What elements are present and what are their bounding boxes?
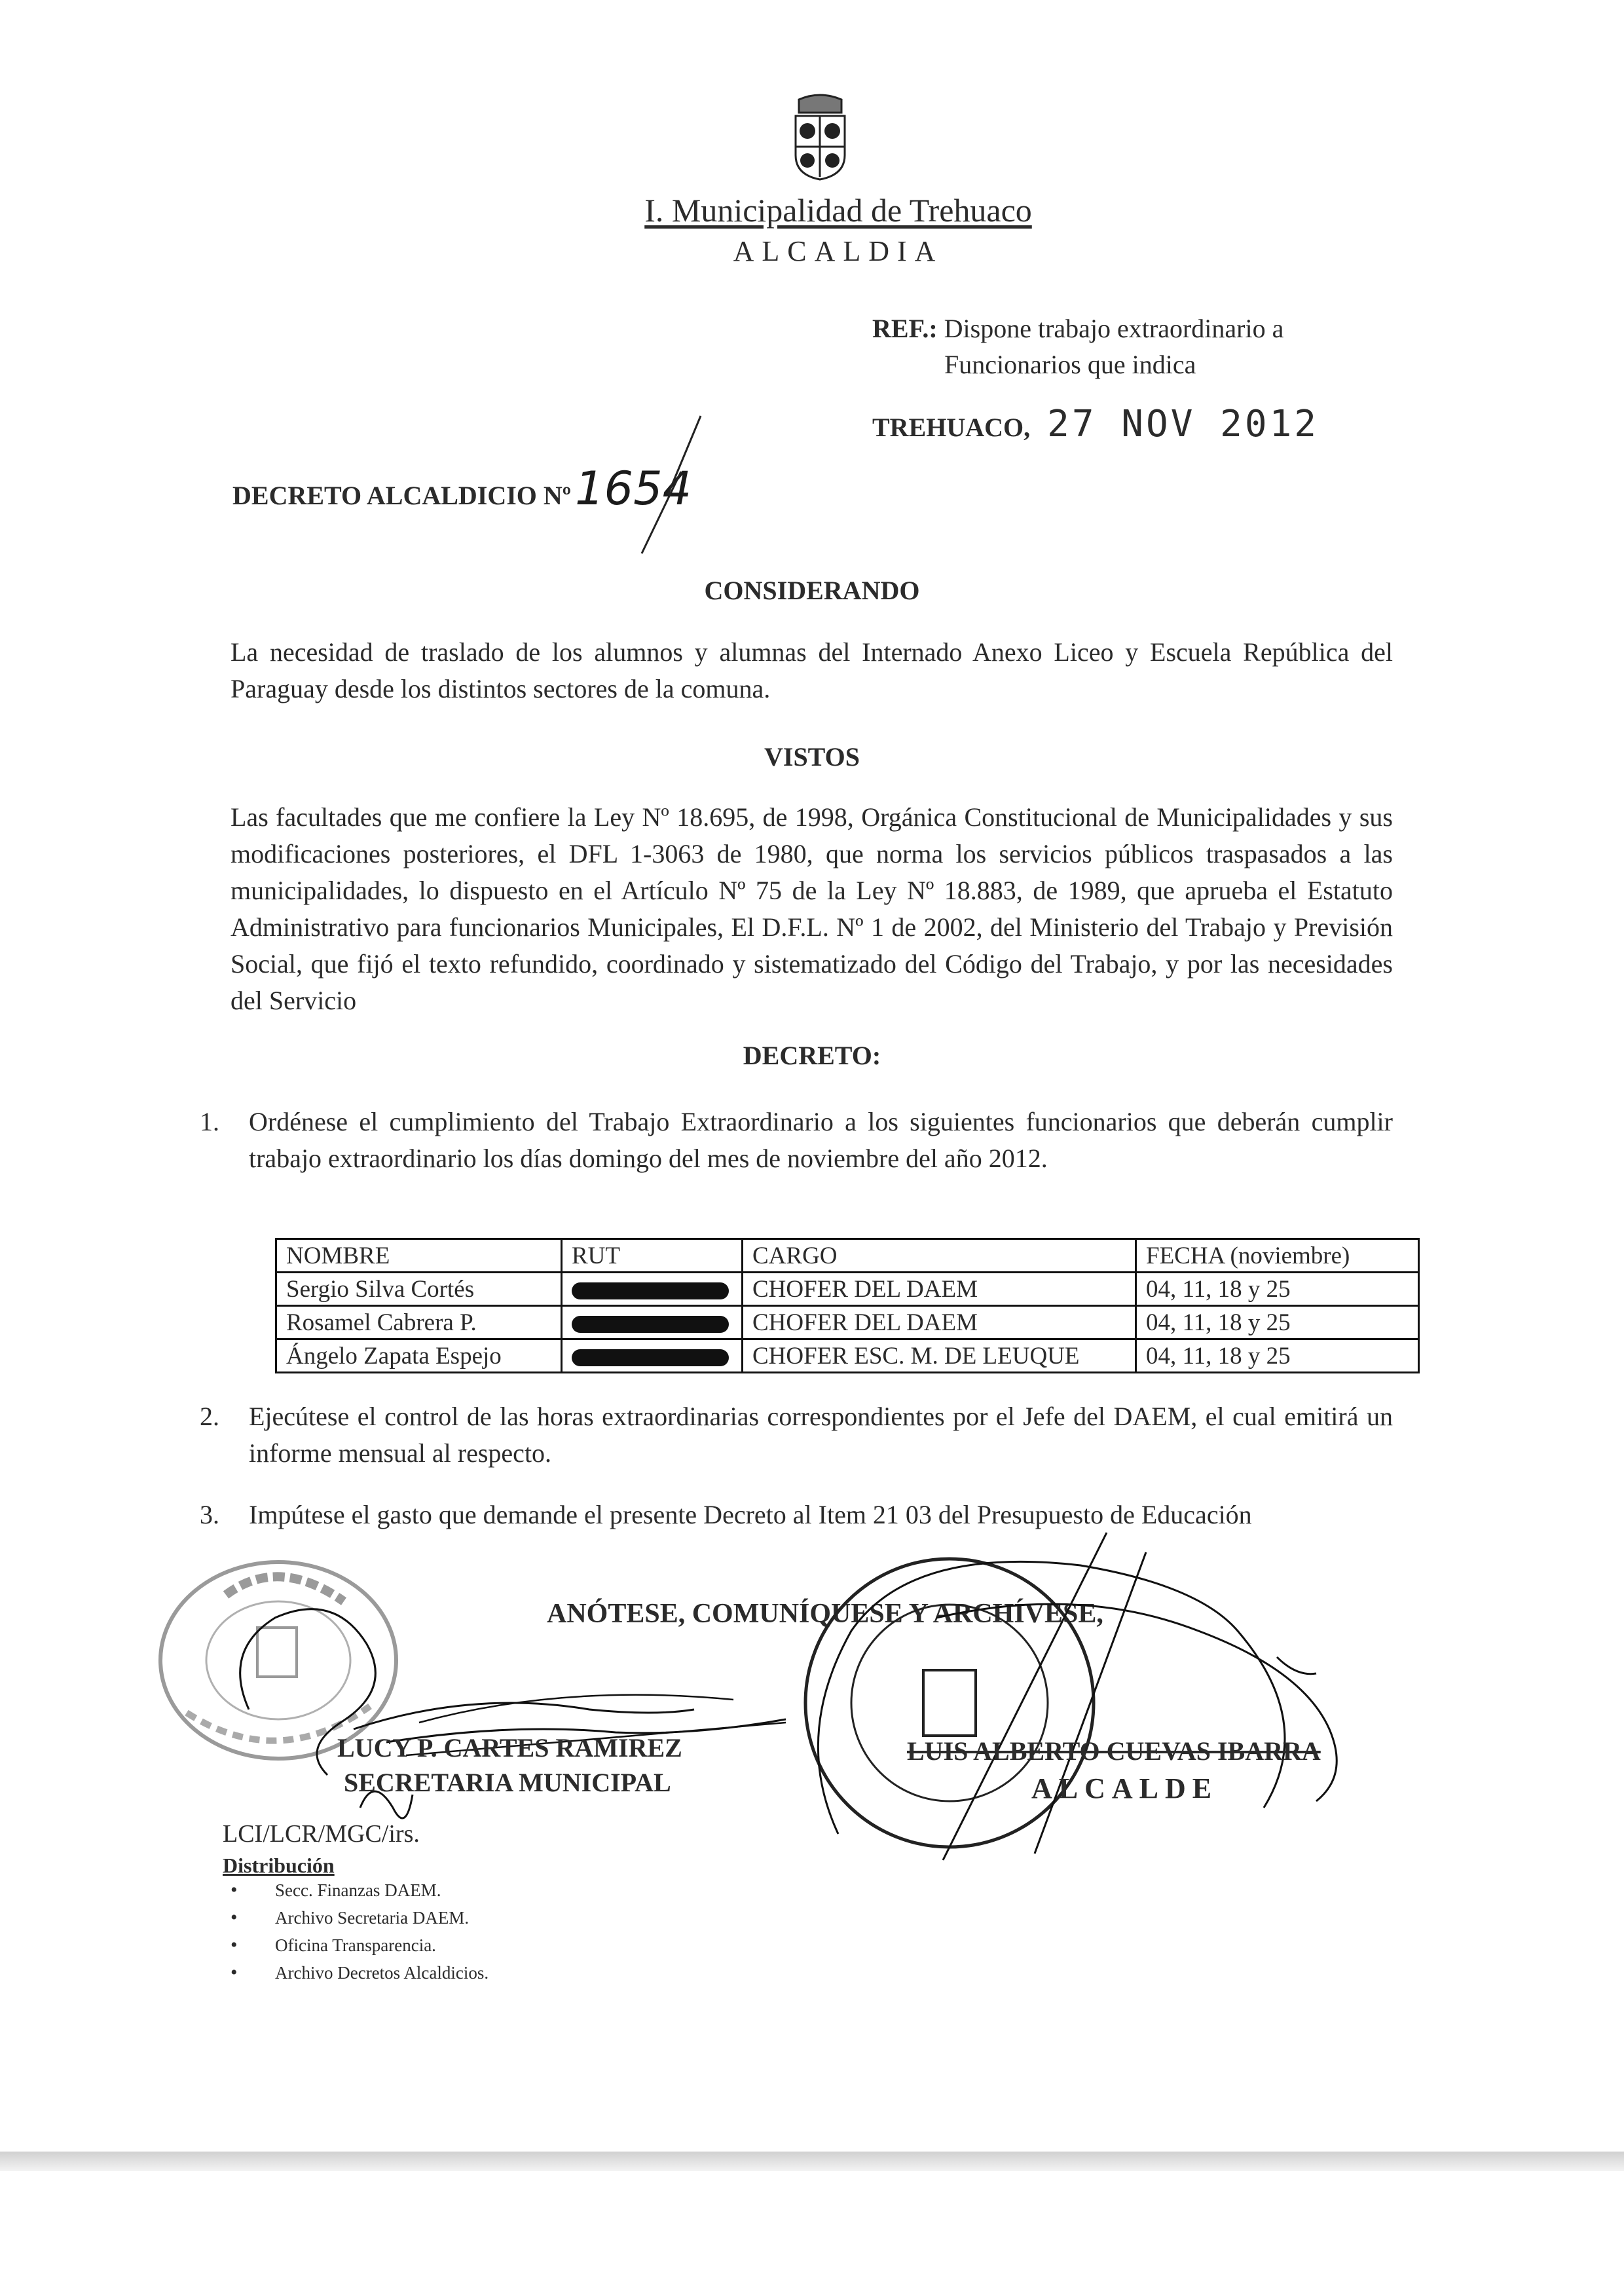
reference-block [872, 310, 1283, 382]
distribution-label: Distribución [223, 1854, 335, 1877]
cell-cargo: CHOFER ESC. M. DE LEUQUE [743, 1339, 1136, 1373]
scan-edge-band [0, 2152, 1624, 2171]
col-header-rut: RUT [562, 1239, 743, 1273]
cell-fecha: 04, 11, 18 y 25 [1136, 1273, 1419, 1306]
ref-line-2: Funcionarios que indica [944, 350, 1196, 379]
distribution-list [275, 1876, 489, 1987]
cell-rut-redacted [562, 1306, 743, 1339]
decreto-heading: DECRETO: [743, 1041, 881, 1070]
table-row [276, 1339, 1419, 1373]
item-number: 1. [200, 1107, 219, 1136]
vistos-heading: VISTOS [764, 742, 860, 772]
col-header-nombre: NOMBRE [276, 1239, 562, 1273]
item-number: 2. [200, 1402, 219, 1431]
cell-nombre: Ángelo Zapata Espejo [276, 1339, 562, 1373]
cell-nombre: Rosamel Cabrera P. [276, 1306, 562, 1339]
municipality-name: I. Municipalidad de Trehuaco [644, 192, 1032, 229]
decree-item-1 [200, 1104, 1393, 1177]
item-text: Ordénese el cumplimiento del Trabajo Extraordinario a los siguientes funcionarios que deberán cumplir trabajo extraordinario los días domingo del mes de noviembre del año 2012. [249, 1107, 1393, 1173]
mayor-title: ALCALDE [1031, 1772, 1219, 1804]
table-header-row [276, 1239, 1419, 1273]
item-text: Ejecútese el control de las horas extraordinarias correspondientes por el Jefe del DAEM, el cual emitirá un informe mensual al respecto. [249, 1402, 1393, 1468]
item-text: Impútese el gasto que demande el presente Decreto al Item 21 03 del Presupuesto de Educación [249, 1500, 1252, 1529]
handwritten-slash-mark [629, 413, 714, 557]
secretary-title: SECRETARIA MUNICIPAL [344, 1768, 671, 1797]
list-item: • Secc. Finanzas DAEM. [275, 1876, 489, 1904]
mayor-stamp-signature [740, 1526, 1395, 1893]
decree-number: 1654 [575, 462, 692, 515]
office-name: ALCALDIA [733, 235, 944, 267]
date-place: TREHUACO, [872, 413, 1031, 442]
ref-line-1: Dispone trabajo extraordinario a [944, 314, 1284, 343]
mayor-name: LUIS ALBERTO CUEVAS IBARRA [907, 1736, 1321, 1766]
decree-label: DECRETO ALCALDICIO Nº [232, 481, 572, 510]
considerando-text: La necesidad de traslado de los alumnos y alumnas del Internado Anexo Liceo y Escuela República del Paraguay desde los distintos sectores de la comuna. [231, 637, 1393, 703]
cell-fecha: 04, 11, 18 y 25 [1136, 1339, 1419, 1373]
item-number: 3. [200, 1500, 219, 1529]
redaction-bar [572, 1316, 729, 1333]
col-header-fecha: FECHA (noviembre) [1136, 1239, 1419, 1273]
col-header-cargo: CARGO [743, 1239, 1136, 1273]
secretary-name: LUCY P. CARTES RAMIREZ [337, 1733, 682, 1763]
redaction-bar [572, 1282, 729, 1299]
staff-table [275, 1238, 1420, 1373]
considerando-heading: CONSIDERANDO [704, 576, 920, 605]
list-item: • Archivo Decretos Alcaldicios. [275, 1959, 489, 1987]
table-row [276, 1273, 1419, 1306]
vistos-text: Las facultades que me confiere la Ley Nº 18.695, de 1998, Orgánica Constitucional de Municipalidades y sus modificaciones posteriores, el DFL 1-3063 de 1980, que norma los servicios públicos traspasados a las municipalidades, lo dispuesto en el Artículo Nº 75 de la Ley Nº 18.883, de 1989, que aprueba el Estatuto Administrativo para funcionarios Municipales, El D.F.L. Nº 1 de 2002, del Ministerio del Trabajo y Previsión Social, que fijó el texto refundido, coordinado y sistematizado del Código del Trabajo, y por las necesidades del Servicio [231, 802, 1393, 1015]
ref-label: REF.: [872, 314, 938, 343]
municipal-crest-logo [789, 93, 851, 181]
cell-cargo: CHOFER DEL DAEM [743, 1273, 1136, 1306]
redaction-bar [572, 1349, 729, 1366]
decree-number-line [232, 462, 692, 515]
cell-rut-redacted [562, 1339, 743, 1373]
document-initials: LCI/LCR/MGC/irs. [223, 1820, 420, 1848]
date-line [872, 403, 1319, 445]
list-item: • Oficina Transparencia. [275, 1931, 489, 1959]
cell-rut-redacted [562, 1273, 743, 1306]
list-item: • Archivo Secretaria DAEM. [275, 1904, 489, 1931]
closing-formula: ANÓTESE, COMUNÍQUESE Y ARCHÍVESE, [547, 1599, 1103, 1629]
decree-item-2 [200, 1398, 1393, 1472]
cell-cargo: CHOFER DEL DAEM [743, 1306, 1136, 1339]
cell-nombre: Sergio Silva Cortés [276, 1273, 562, 1306]
date-stamp: 27 NOV 2012 [1047, 403, 1320, 445]
table-row [276, 1306, 1419, 1339]
cell-fecha: 04, 11, 18 y 25 [1136, 1306, 1419, 1339]
